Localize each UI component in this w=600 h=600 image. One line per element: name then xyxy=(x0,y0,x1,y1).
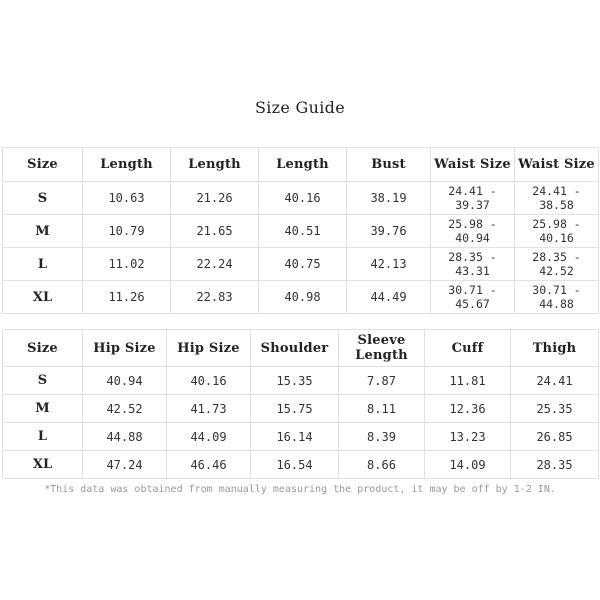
table-cell: 44.09 xyxy=(167,423,251,451)
table-row xyxy=(3,182,599,215)
column-header-bust: Bust xyxy=(347,148,431,182)
table-cell: 22.83 xyxy=(171,281,259,314)
table-cell: 41.73 xyxy=(167,395,251,423)
size-label: L xyxy=(3,248,83,281)
table-cell: 7.87 xyxy=(339,367,425,395)
table-cell-range xyxy=(515,281,599,314)
table-cell: 40.94 xyxy=(83,367,167,395)
table-cell: 40.75 xyxy=(259,248,347,281)
table-cell: 10.79 xyxy=(83,215,171,248)
table-cell: 40.98 xyxy=(259,281,347,314)
column-header-waist-size: Waist Size xyxy=(515,148,599,182)
table-cell: 40.51 xyxy=(259,215,347,248)
range-start: 24.41 - xyxy=(448,184,497,198)
size-label: XL xyxy=(3,281,83,314)
range-start: 30.71 - xyxy=(532,283,581,297)
column-header-hip-size: Hip Size xyxy=(83,330,167,367)
range-end: 44.88 xyxy=(539,297,574,311)
table-cell-range xyxy=(515,248,599,281)
table-cell-range xyxy=(431,182,515,215)
page-title: Size Guide xyxy=(255,98,345,117)
table-cell: 42.52 xyxy=(83,395,167,423)
column-header-size: Size xyxy=(3,330,83,367)
column-header-shoulder: Shoulder xyxy=(251,330,339,367)
table-row xyxy=(3,215,599,248)
table-cell: 11.81 xyxy=(425,367,511,395)
measurement-disclaimer: *This data was obtained from manually measuring the product, it may be off by 1-2 IN. xyxy=(44,484,556,495)
table-cell: 11.02 xyxy=(83,248,171,281)
table-cell: 16.54 xyxy=(251,451,339,479)
table-cell: 15.35 xyxy=(251,367,339,395)
column-header-cuff: Cuff xyxy=(425,330,511,367)
column-header-length: Length xyxy=(259,148,347,182)
table-row xyxy=(3,451,599,479)
table-cell: 28.35 xyxy=(511,451,599,479)
table-cell: 15.75 xyxy=(251,395,339,423)
table-cell: 44.49 xyxy=(347,281,431,314)
header-line: Sleeve xyxy=(357,333,406,348)
column-header-sleeve-length xyxy=(339,330,425,367)
table-cell: 26.85 xyxy=(511,423,599,451)
range-end: 38.58 xyxy=(539,198,574,212)
table-cell: 21.26 xyxy=(171,182,259,215)
range-start: 28.35 - xyxy=(532,250,581,264)
table-cell: 21.65 xyxy=(171,215,259,248)
table-cell-range xyxy=(515,182,599,215)
table-cell: 22.24 xyxy=(171,248,259,281)
table-cell: 40.16 xyxy=(259,182,347,215)
size-label: XL xyxy=(3,451,83,479)
range-end: 43.31 xyxy=(455,264,490,278)
table-cell: 39.76 xyxy=(347,215,431,248)
range-start: 30.71 - xyxy=(448,283,497,297)
table-row xyxy=(3,395,599,423)
table-cell: 24.41 xyxy=(511,367,599,395)
table-cell: 40.16 xyxy=(167,367,251,395)
table-cell: 44.88 xyxy=(83,423,167,451)
table-cell: 8.11 xyxy=(339,395,425,423)
table-row xyxy=(3,248,599,281)
table-cell: 8.66 xyxy=(339,451,425,479)
table-cell: 16.14 xyxy=(251,423,339,451)
range-end: 45.67 xyxy=(455,297,490,311)
column-header-size: Size xyxy=(3,148,83,182)
table-cell: 13.23 xyxy=(425,423,511,451)
range-end: 39.37 xyxy=(455,198,490,212)
table-cell: 47.24 xyxy=(83,451,167,479)
table-cell-range xyxy=(515,215,599,248)
size-label: M xyxy=(3,395,83,423)
range-end: 42.52 xyxy=(539,264,574,278)
header-line: Length xyxy=(355,348,408,363)
table-cell-range xyxy=(431,248,515,281)
table-row xyxy=(3,281,599,314)
range-start: 28.35 - xyxy=(448,250,497,264)
table-cell: 25.35 xyxy=(511,395,599,423)
table-cell: 46.46 xyxy=(167,451,251,479)
size-table-lower xyxy=(2,329,599,479)
table-row xyxy=(3,423,599,451)
column-header-hip-size: Hip Size xyxy=(167,330,251,367)
column-header-length: Length xyxy=(171,148,259,182)
size-label: S xyxy=(3,367,83,395)
range-start: 24.41 - xyxy=(532,184,581,198)
table-cell: 8.39 xyxy=(339,423,425,451)
range-end: 40.94 xyxy=(455,231,490,245)
table-cell: 10.63 xyxy=(83,182,171,215)
size-label: L xyxy=(3,423,83,451)
table-cell-range xyxy=(431,215,515,248)
table-cell: 42.13 xyxy=(347,248,431,281)
size-table-upper xyxy=(2,147,599,314)
size-label: S xyxy=(3,182,83,215)
table-cell: 14.09 xyxy=(425,451,511,479)
range-end: 40.16 xyxy=(539,231,574,245)
table-cell: 11.26 xyxy=(83,281,171,314)
range-start: 25.98 - xyxy=(448,217,497,231)
column-header-length: Length xyxy=(83,148,171,182)
size-label: M xyxy=(3,215,83,248)
column-header-thigh: Thigh xyxy=(511,330,599,367)
table-cell: 38.19 xyxy=(347,182,431,215)
table-row xyxy=(3,367,599,395)
column-header-waist-size: Waist Size xyxy=(431,148,515,182)
table-cell-range xyxy=(431,281,515,314)
table-header-row xyxy=(3,148,599,182)
table-header-row xyxy=(3,330,599,367)
range-start: 25.98 - xyxy=(532,217,581,231)
table-cell: 12.36 xyxy=(425,395,511,423)
